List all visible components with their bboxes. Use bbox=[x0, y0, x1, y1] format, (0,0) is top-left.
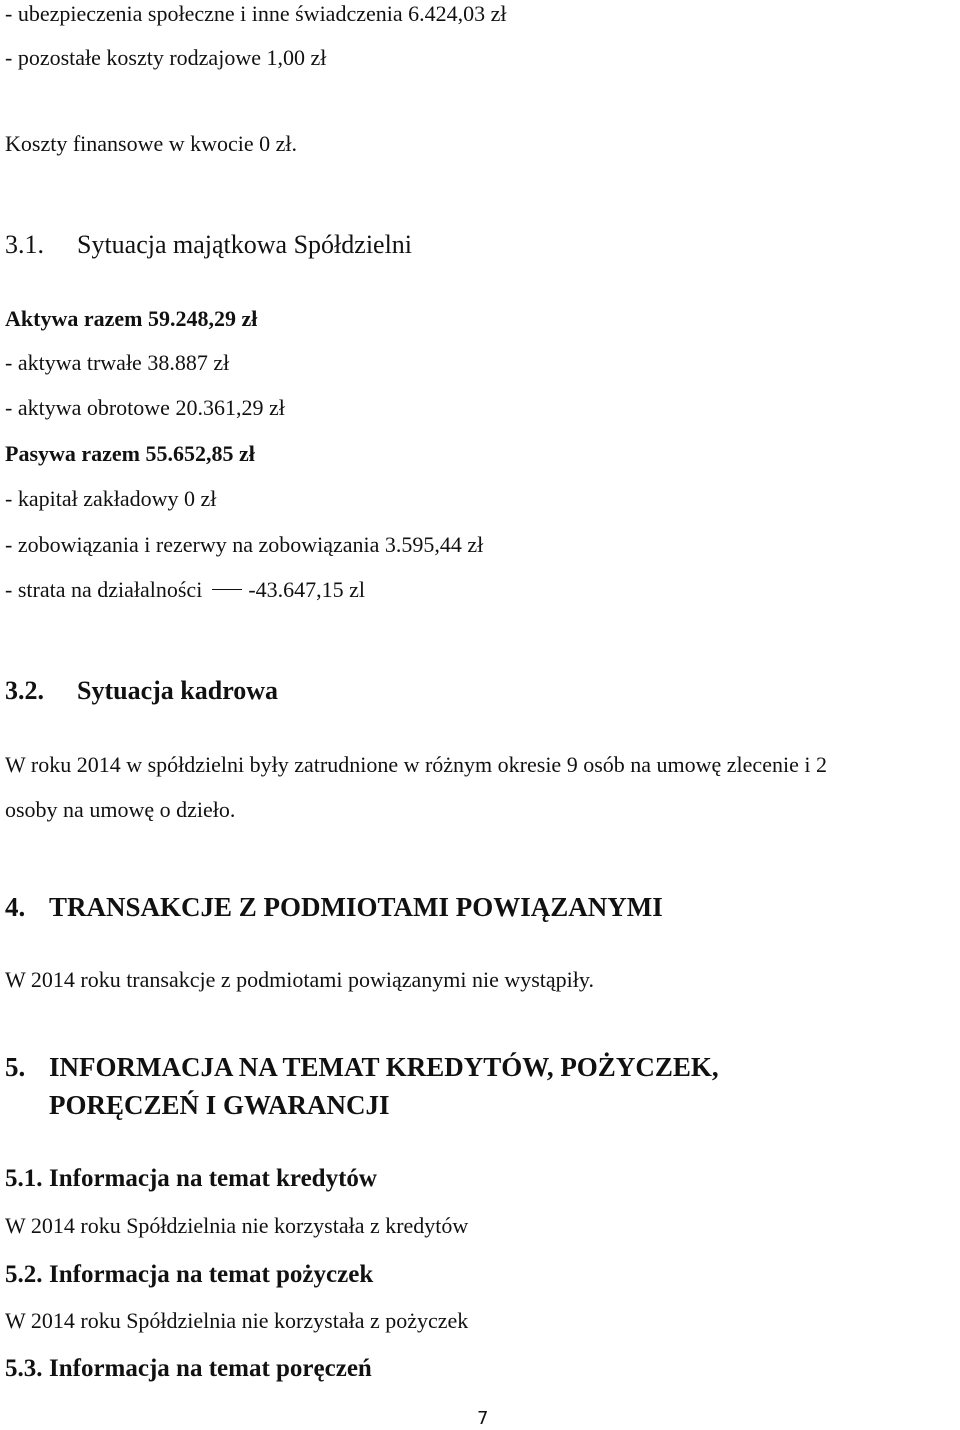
liabilities-total: Pasywa razem 55.652,85 zł bbox=[5, 441, 255, 466]
section-5-heading bbox=[5, 1052, 719, 1082]
section-number: 5. bbox=[5, 1052, 26, 1082]
cost-line-social-insurance: - ubezpieczenia społeczne i inne świadczenia 6.424,03 zł bbox=[5, 1, 507, 26]
section-number: 3.2. bbox=[5, 676, 44, 705]
section-5-1-heading bbox=[5, 1165, 377, 1193]
section-title: Informacja na temat pożyczek bbox=[49, 1261, 374, 1288]
section-5-1-text: W 2014 roku Spółdzielnia nie korzystała z kredytów bbox=[5, 1213, 469, 1238]
obligations: - zobowiązania i rezerwy na zobowiązania 3.595,44 zł bbox=[5, 532, 484, 557]
loss-label: - strata na działalności bbox=[5, 577, 203, 602]
loss-line bbox=[5, 577, 365, 603]
section-number: 4. bbox=[5, 892, 26, 922]
cost-line-financial: Koszty finansowe w kwocie 0 zł. bbox=[5, 131, 298, 156]
dash-rule bbox=[212, 589, 242, 590]
section-3-2-heading bbox=[5, 676, 278, 706]
section-5-2-heading bbox=[5, 1261, 373, 1289]
section-3-1-heading bbox=[5, 230, 412, 260]
assets-total: Aktywa razem 59.248,29 zł bbox=[5, 306, 258, 331]
section-number: 5.3. bbox=[5, 1355, 43, 1382]
section-number: 5.1. bbox=[5, 1165, 43, 1192]
share-capital: - kapitał zakładowy 0 zł bbox=[5, 486, 217, 511]
fixed-assets: - aktywa trwałe 38.887 zł bbox=[5, 350, 230, 375]
current-assets: - aktywa obrotowe 20.361,29 zł bbox=[5, 395, 285, 420]
section-5-heading-line-2: PORĘCZEŃ I GWARANCJI bbox=[49, 1090, 390, 1120]
cost-line-other: - pozostałe koszty rodzajowe 1,00 zł bbox=[5, 45, 327, 70]
section-number: 3.1. bbox=[5, 230, 44, 259]
staff-text-line-2: osoby na umowę o dzieło. bbox=[5, 797, 236, 822]
section-title: TRANSAKCJE Z PODMIOTAMI POWIĄZANYMI bbox=[49, 892, 663, 922]
loss-value: -43.647,15 zl bbox=[248, 577, 366, 602]
section-title: Sytuacja majątkowa Spółdzielni bbox=[77, 230, 413, 259]
section-5-3-heading bbox=[5, 1355, 372, 1383]
section-4-text: W 2014 roku transakcje z podmiotami powiązanymi nie wystąpiły. bbox=[5, 967, 594, 992]
section-number: 5.2. bbox=[5, 1261, 43, 1288]
section-title-line-1: INFORMACJA NA TEMAT KREDYTÓW, POŻYCZEK, bbox=[49, 1052, 719, 1082]
section-4-heading bbox=[5, 892, 663, 922]
staff-text-line-1: W roku 2014 w spółdzielni były zatrudnione w różnym okresie 9 osób na umowę zlecenie i 2 bbox=[5, 752, 827, 777]
section-5-2-text: W 2014 roku Spółdzielnia nie korzystała z pożyczek bbox=[5, 1308, 469, 1333]
section-title: Informacja na temat kredytów bbox=[49, 1165, 377, 1192]
section-title: Sytuacja kadrowa bbox=[77, 676, 279, 705]
section-title: Informacja na temat poręczeń bbox=[49, 1355, 372, 1382]
page-number: 7 bbox=[477, 1408, 489, 1429]
